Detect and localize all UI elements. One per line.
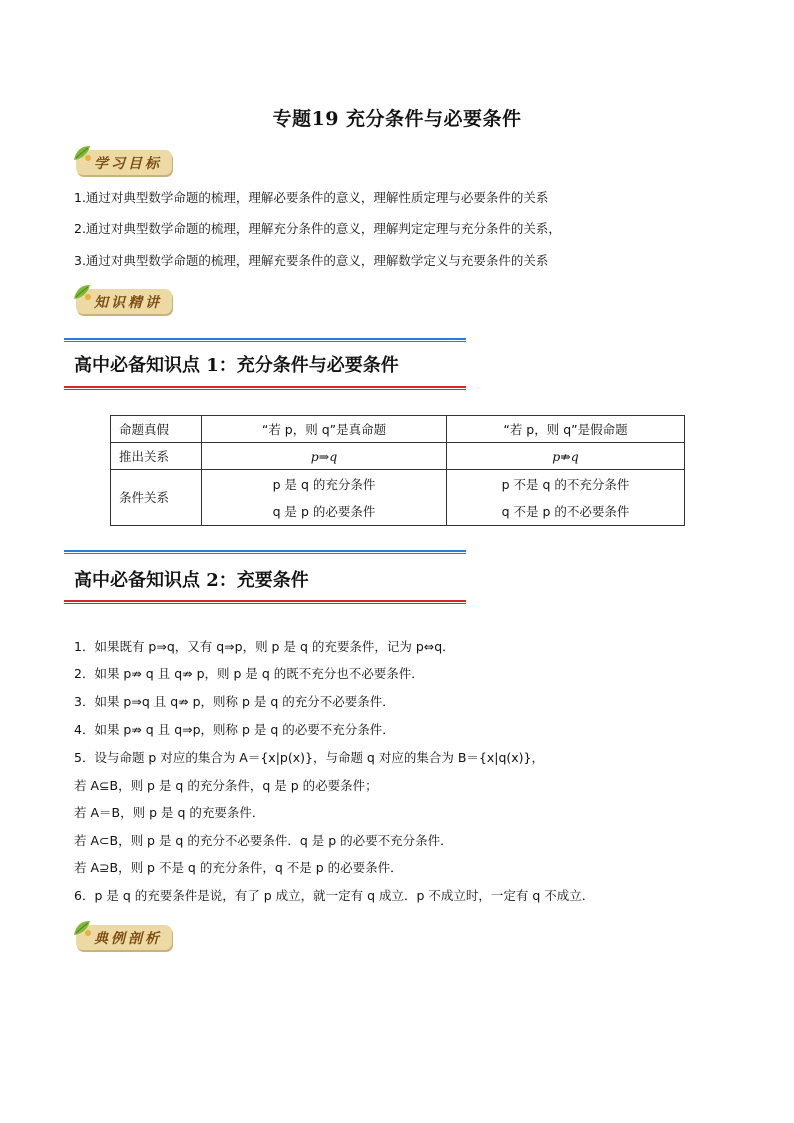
badge-label: 知识精讲 bbox=[94, 295, 162, 311]
badge-label: 典例剖析 bbox=[94, 931, 162, 947]
table-row bbox=[111, 470, 685, 526]
badge-learning-goals bbox=[72, 144, 174, 178]
section-heading-2: 高中必备知识点 2：充要条件 bbox=[74, 570, 309, 591]
table-row bbox=[111, 416, 685, 443]
point-item: 若 A⊇B，则 p 不是 q 的充分条件，q 不是 p 的必要条件． bbox=[74, 860, 403, 875]
table-cell: p⇏q bbox=[447, 443, 685, 470]
point-item: 4．如果 p⇏ q 且 q⇒p，则称 p 是 q 的必要不充分条件． bbox=[74, 722, 395, 737]
point-item: 5．设与命题 p 对应的集合为 A＝{x|p(x)}，与命题 q 对应的集合为 B＝{x|q(x)}， bbox=[74, 750, 544, 765]
point-item: 6．p 是 q 的充要条件是说，有了 p 成立，就一定有 q 成立．p 不成立时，一定有 q 不成立． bbox=[74, 888, 595, 903]
table-row bbox=[111, 443, 685, 470]
cell-line: q 不是 p 的不必要条件 bbox=[501, 503, 630, 519]
section-rule-top bbox=[64, 550, 466, 554]
table-cell: 命题真假 bbox=[111, 416, 202, 443]
goal-item-2: 2.通过对典型数学命题的梳理，理解充分条件的意义，理解判定定理与充分条件的关系， bbox=[74, 221, 561, 236]
table-cell: 条件关系 bbox=[111, 470, 202, 526]
cell-line: p 不是 q 的不充分条件 bbox=[501, 476, 630, 492]
section-rule-bottom bbox=[64, 386, 466, 390]
point-item: 若 A＝B，则 p 是 q 的充要条件． bbox=[74, 805, 265, 820]
badge-examples bbox=[72, 919, 174, 953]
point-item: 1．如果既有 p⇒q，又有 q⇒p，则 p 是 q 的充要条件，记为 p⇔q． bbox=[74, 639, 455, 654]
table-cell bbox=[202, 470, 447, 526]
section-heading-1: 高中必备知识点 1：充分条件与必要条件 bbox=[74, 355, 399, 376]
table-cell: “若 p，则 q”是假命题 bbox=[447, 416, 685, 443]
cell-line: q 是 p 的必要条件 bbox=[272, 503, 376, 519]
page-title: 专题19 充分条件与必要条件 bbox=[272, 108, 522, 130]
condition-table bbox=[110, 415, 685, 526]
goal-item-1: 1.通过对典型数学命题的梳理，理解必要条件的意义，理解性质定理与必要条件的关系 bbox=[74, 190, 549, 205]
goal-item-3: 3.通过对典型数学命题的梳理，理解充要条件的意义，理解数学定义与充要条件的关系 bbox=[74, 253, 549, 268]
section-rule-top bbox=[64, 338, 466, 342]
section-rule-bottom bbox=[64, 600, 466, 604]
point-item: 2．如果 p⇏ q 且 q⇏ p，则 p 是 q 的既不充分也不必要条件． bbox=[74, 666, 424, 681]
cell-line: p 是 q 的充分条件 bbox=[272, 476, 376, 492]
table-cell: p⇒q bbox=[202, 443, 447, 470]
point-item: 若 A⊂B，则 p 是 q 的充分不必要条件．q 是 p 的必要不充分条件． bbox=[74, 833, 453, 848]
badge-knowledge bbox=[72, 283, 174, 317]
point-item: 若 A⊆B，则 p 是 q 的充分条件，q 是 p 的必要条件； bbox=[74, 778, 378, 793]
point-item: 3．如果 p⇒q 且 q⇏ p，则称 p 是 q 的充分不必要条件． bbox=[74, 694, 395, 709]
table-cell bbox=[447, 470, 685, 526]
badge-label: 学习目标 bbox=[94, 156, 162, 172]
table-cell: “若 p，则 q”是真命题 bbox=[202, 416, 447, 443]
table-cell: 推出关系 bbox=[111, 443, 202, 470]
